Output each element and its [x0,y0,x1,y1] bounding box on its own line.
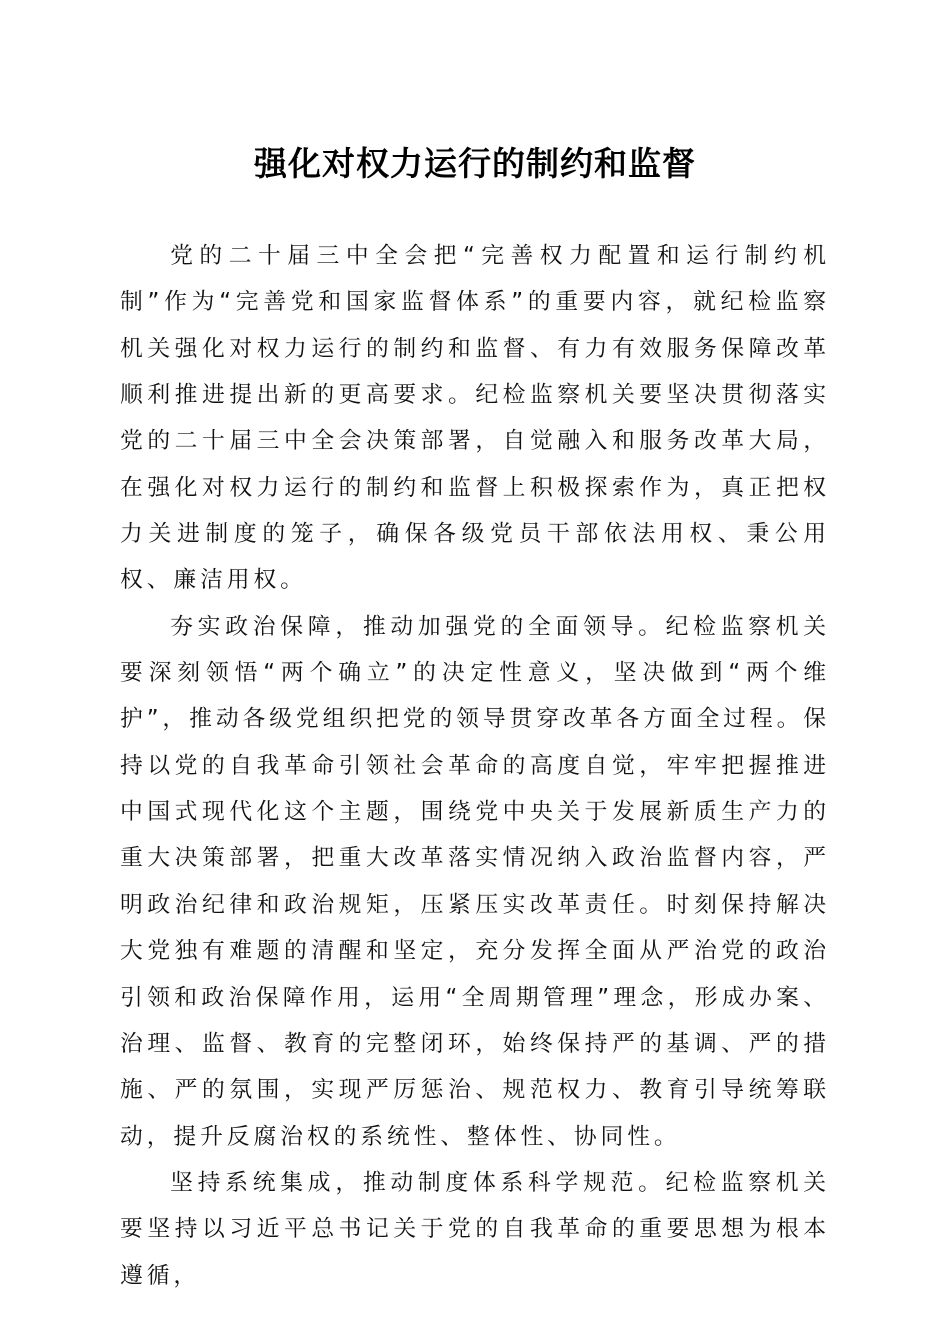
paragraph: 党的二十届三中全会把“完善权力配置和运行制约机制”作为“完善党和国家监督体系”的重要内容，就纪检监察机关强化对权力运行的制约和监督、有力有效服务保障改革顺利推进提出新的更高要求。纪检监察机关要坚决贯彻落实党的二十届三中全会决策部署，自觉融入和服务改革大局，在强化对权力运行的制约和监督上积极探索作为，真正把权力关进制度的笼子，确保各级党员干部依法用权、秉公用权、廉洁用权。 [120,243,830,594]
document-title: 强化对权力运行的制约和监督 [254,144,696,183]
paragraph: 坚持系统集成，推动制度体系科学规范。纪检监察机关要坚持以习近平总书记关于党的自我革命的重要思想为根本遵循， [120,1169,830,1289]
paragraph: 夯实政治保障，推动加强党的全面领导。纪检监察机关要深刻领悟“两个确立”的决定性意义，坚决做到“两个维护”，推动各级党组织把党的领导贯穿改革各方面全过程。保持以党的自我革命引领社会革命的高度自觉，牢牢把握推进中国式现代化这个主题，围绕党中央关于发展新质生产力的重大决策部署，把重大改革落实情况纳入政治监督内容，严明政治纪律和政治规矩，压紧压实改革责任。时刻保持解决大党独有难题的清醒和坚定，充分发挥全面从严治党的政治引领和政治保障作用，运用“全周期管理”理念，形成办案、治理、监督、教育的完整闭环，始终保持严的基调、严的措施、严的氛围，实现严厉惩治、规范权力、教育引导统筹联动，提升反腐治权的系统性、整体性、协同性。 [120,613,830,1150]
document-body [120,233,830,1299]
